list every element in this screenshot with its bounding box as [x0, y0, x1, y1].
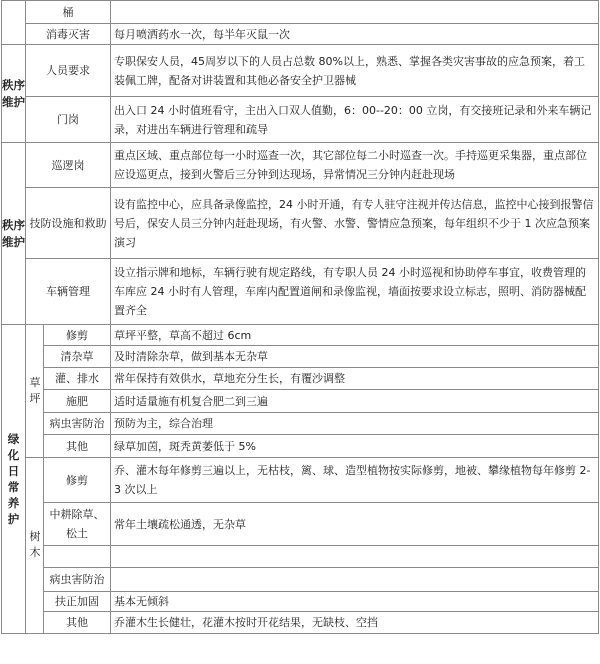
table-row — [2, 368, 599, 390]
item-cell: 其他 — [44, 612, 111, 634]
table-row — [2, 1, 599, 24]
content-cell: 设立指示牌和地标，车辆行驶有规定路线，有专职人员 24 小时巡视和协助停车事宜，收费管理的车库应 24 小时有人管理，车库内配置道闸和录像监视，墙面按要求设立标志，照明、消防器械配置齐全 — [111, 259, 599, 325]
item-cell: 清杂草 — [44, 346, 111, 368]
table-row — [2, 188, 599, 259]
content-cell: 重点区域、重点部位每一小时巡查一次，其它部位每二小时巡查一次。手持巡更采集器，重点部位应设巡更点，接到火警后三分钟到达现场，异常情况三分钟内赶赴现场 — [111, 143, 599, 188]
subcategory-cell — [26, 458, 44, 634]
table-row — [2, 503, 599, 546]
item-cell: 病虫害防治 — [44, 413, 111, 435]
item-cell: 施肥 — [44, 390, 111, 413]
content-cell: 乔、灌木每年修剪三遍以上，无枯枝，篱、球、造型植物按实际修剪，地被、攀缘植物每年修剪 2-3 次以上 — [111, 458, 599, 503]
table-row — [2, 435, 599, 458]
content-cell: 适时适量施有机复合肥二到三遍 — [111, 390, 599, 413]
content-cell: 设有监控中心，应具备录像监控，24 小时开通，有专人驻守注视并传达信息，监控中心接到报警信号后，保安人员三分钟内赶赴现场，有火警、水警、警情应急预案，每年组织不少于 1 次应急预案演习 — [111, 188, 599, 259]
item-cell: 其他 — [44, 435, 111, 458]
table-row — [2, 24, 599, 45]
category-label: 秩序维护 — [2, 217, 25, 249]
item-cell: 巡逻岗 — [26, 143, 111, 188]
content-cell-empty — [111, 546, 599, 568]
content-cell: 基本无倾斜 — [111, 592, 599, 612]
table-row — [2, 97, 599, 143]
item-cell: 人员要求 — [26, 45, 111, 97]
content-cell: 出入口 24 小时值班看守，主出入口双人值勤，6：00--20：00 立岗，有交接班记录和外来车辆记录，对进出车辆进行管理和疏导 — [111, 97, 599, 143]
category-cell — [2, 325, 26, 634]
item-cell: 桶 — [26, 1, 111, 24]
table-row — [2, 346, 599, 368]
item-cell: 病虫害防治 — [44, 568, 111, 592]
table-row — [2, 612, 599, 634]
content-cell — [111, 1, 599, 24]
content-cell-empty — [111, 568, 599, 592]
item-cell: 灌、排水 — [44, 368, 111, 390]
table-row — [2, 259, 599, 325]
table-row — [2, 143, 599, 188]
content-cell: 专职保安人员，45周岁以下的人员占总数 80%以上，熟悉、掌握各类灾害事故的应急预案，着工装佩工牌，配备对讲装置和其他必备安全护卫器械 — [111, 45, 599, 97]
item-cell: 中耕除草、松土 — [44, 503, 111, 546]
content-cell: 常年土壤疏松通透，无杂草 — [111, 503, 599, 546]
table-row — [2, 592, 599, 612]
subcategory-label: 草坪 — [29, 375, 41, 405]
item-cell: 消毒灭害 — [26, 24, 111, 45]
table-row — [2, 546, 599, 568]
category-cell — [2, 143, 26, 325]
subcategory-cell — [26, 325, 44, 458]
category-label: 绿化日常养护 — [7, 431, 20, 526]
category-cell — [2, 45, 26, 143]
maintenance-standards-table — [1, 0, 599, 634]
content-cell: 草坪平整，草高不超过 6cm — [111, 325, 599, 346]
table-row — [2, 413, 599, 435]
category-label: 秩序维护 — [2, 77, 25, 109]
table-row — [2, 390, 599, 413]
item-cell: 修剪 — [44, 325, 111, 346]
table-row — [2, 45, 599, 97]
table-row — [2, 325, 599, 346]
content-cell: 预防为主，综合治理 — [111, 413, 599, 435]
subcategory-label: 树木 — [29, 530, 41, 559]
content-cell: 及时清除杂草，做到基本无杂草 — [111, 346, 599, 368]
content-cell: 每月喷洒药水一次，每半年灭鼠一次 — [111, 24, 599, 45]
item-cell: 门岗 — [26, 97, 111, 143]
item-cell: 扶正加固 — [44, 592, 111, 612]
category-cell-empty — [2, 1, 26, 45]
content-cell: 乔灌木生长健壮，花灌木按时开花结果，无缺枝、空挡 — [111, 612, 599, 634]
item-cell: 技防设施和救助 — [26, 188, 111, 259]
item-cell: 修剪 — [44, 458, 111, 503]
item-cell-empty — [44, 546, 111, 568]
table-row — [2, 458, 599, 503]
table-row — [2, 568, 599, 592]
content-cell: 常年保持有效供水，草地充分生长，有覆沙调整 — [111, 368, 599, 390]
item-cell: 车辆管理 — [26, 259, 111, 325]
content-cell: 绿草加茵，斑秃黄萎低于 5% — [111, 435, 599, 458]
